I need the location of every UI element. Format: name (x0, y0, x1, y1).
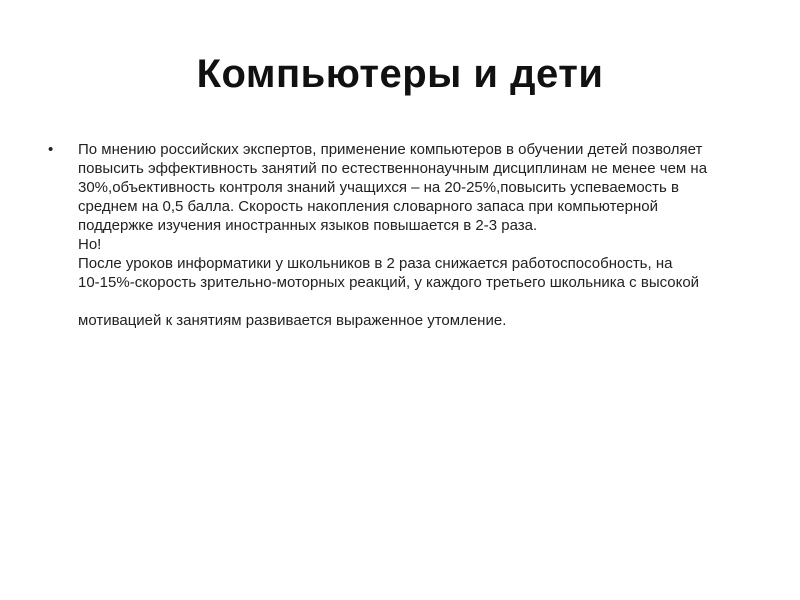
text-line: поддержке изучения иностранных языков повышается в 2-3 раза. (78, 217, 538, 234)
text-line: 10-15%-скорость зрительно-моторных реакций, у каждого третьего школьника с высокой (78, 274, 700, 291)
text-line: среднем на 0,5 балла. Скорость накопления словарного запаса при компьютерной (78, 198, 658, 215)
text-line: 30%,объективность контроля знаний учащихся – на 20-25%,повысить успеваемость в (78, 179, 679, 196)
text-line: мотивацией к занятиям развивается выраженное утомление. (78, 312, 507, 329)
text-line: После уроков информатики у школьников в 2 раза снижается работоспособность, на (78, 255, 673, 272)
bullet-icon: • (48, 141, 54, 158)
bullet-item (48, 140, 768, 330)
slide-content (48, 140, 768, 330)
text-line: повысить эффективность занятий по естественнонаучным дисциплинам не менее чем на (78, 160, 708, 177)
text-line: Но! (78, 236, 102, 253)
text-line: По мнению российских экспертов, применение компьютеров в обучении детей позволяет (78, 141, 703, 158)
bullet-text (78, 140, 768, 330)
slide-title: Компьютеры и дети (196, 52, 604, 96)
